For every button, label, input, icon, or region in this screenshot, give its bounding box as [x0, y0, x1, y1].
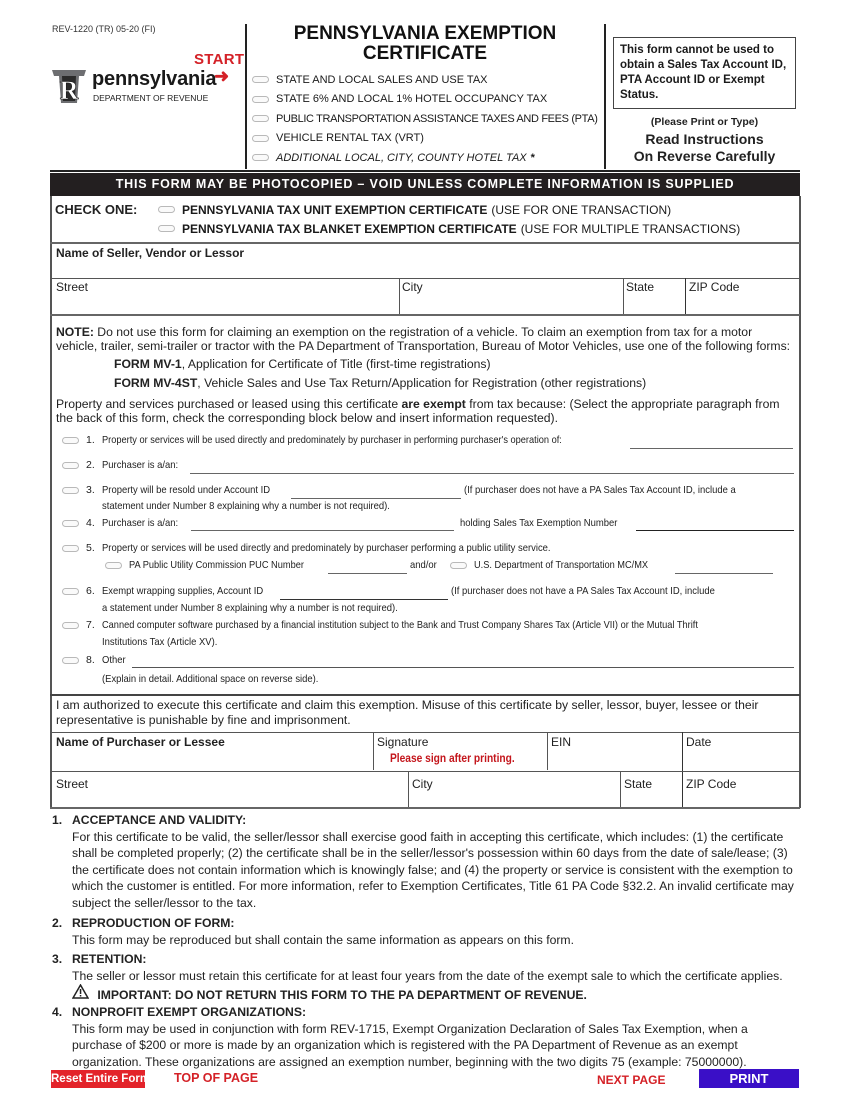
instruction-nonprofit [52, 1004, 797, 1070]
instruction-title: REPRODUCTION OF FORM: [72, 916, 235, 930]
instruction-title: RETENTION: [72, 952, 147, 966]
read-instructions-line-1: Read Instructions [645, 131, 764, 147]
dot-label: U.S. Department of Transportation MC/MX [474, 559, 649, 571]
checkbox[interactable] [62, 622, 79, 629]
svg-text:R: R [59, 76, 79, 105]
checkbox[interactable] [252, 115, 269, 122]
reason-8-other-input[interactable] [132, 657, 794, 668]
reason-1-operation-input[interactable] [630, 438, 793, 449]
reason-text: Exempt wrapping supplies, Account ID [102, 585, 264, 597]
reason-8[interactable] [62, 654, 128, 666]
option-note: (USE FOR ONE TRANSACTION) [491, 202, 672, 217]
header-divider-right [604, 24, 606, 169]
keystone-logo-icon [50, 68, 88, 106]
divider [623, 278, 624, 314]
instruction-number: 1. [52, 813, 63, 827]
reason-5[interactable] [62, 542, 600, 554]
next-page-link[interactable]: NEXT PAGE [597, 1073, 666, 1087]
form-desc: , Application for Certificate of Title (first-time registrations) [181, 357, 491, 371]
purchaser-city-label: City [412, 777, 433, 791]
frame-right [799, 196, 801, 808]
instruction-retention [52, 951, 797, 1004]
form-mv4st-ref [114, 376, 646, 390]
andor-label: and/or [410, 559, 437, 571]
reason-5-mcmx-input[interactable] [675, 563, 773, 574]
signature-label: Signature [377, 735, 429, 749]
reason-text: Purchaser is a/an: [102, 459, 179, 471]
print-button[interactable]: PRINT [699, 1069, 799, 1088]
instruction-body: This form may be used in conjunction with form REV-1715, Exempt Organization Declaration of Sales Tax Exemption, when a purchase of $200 or more is made by an organization which is registered with the PA Department of Revenue as an exempt organization. These organizations are assigned an exemption number, beginning with the two digits 75 (example: 75000000). [72, 1021, 748, 1069]
reason-3-note: (If purchaser does not have a PA Sales Tax Account ID, include a [464, 484, 736, 496]
asterisk: * [530, 151, 535, 164]
signature-note: Please sign after printing. [390, 751, 515, 765]
seller-city-input[interactable] [401, 295, 622, 313]
seller-name-input[interactable] [51, 260, 799, 277]
date-label: Date [686, 735, 712, 749]
purchaser-zip-label: ZIP Code [686, 777, 737, 791]
reason-6-note: (If purchaser does not have a PA Sales Tax Account ID, include [451, 585, 715, 597]
divider [408, 771, 409, 808]
instruction-body: This form may be reproduced but shall contain the same information as appears on this form. [72, 932, 574, 947]
form-id: REV-1220 (TR) 05-20 (FI) [52, 24, 156, 34]
instruction-body: The seller or lessor must retain this certificate for at least four years from the date of the exempt sale to which the certificate applies. [72, 968, 783, 983]
top-of-page-link[interactable]: TOP OF PAGE [174, 1071, 259, 1085]
reason-5-puc-number-input[interactable] [328, 563, 407, 574]
tax-type-pta[interactable]: PUBLIC TRANSPORTATION ASSISTANCE TAXES AND FEES (PTA) [252, 109, 598, 129]
purchaser-name-input[interactable] [51, 750, 371, 770]
reason-4-exemption-number-input[interactable] [636, 520, 794, 531]
seller-street-label: Street [56, 280, 89, 294]
instruction-acceptance [52, 812, 797, 911]
instruction-body: For this certificate to be valid, the seller/lessor shall exercise good faith in accepting this certificate, which includes: (1) the certificate shall be completed properly; (2) the certificate shall be in the seller/lessor's possession within 60 days from the date of sale/lease; (3) the certificate does not contain information which is knowingly false; and (4) the property or service is consistent with the exemption to which the customer is entitled. For more information, refer to Exemption Certificates, Title 61 PA Code §32.2. An invalid certificate may subject the seller/lessor to the tax. [72, 829, 794, 910]
instruction-heading [52, 1004, 797, 1021]
option-title: PENNSYLVANIA TAX UNIT EXEMPTION CERTIFICATE [182, 202, 488, 217]
reason-6-account-id-input[interactable] [280, 589, 448, 600]
reason-5-puc-option[interactable] [105, 559, 328, 571]
divider [682, 732, 683, 808]
checkbox[interactable] [252, 154, 269, 161]
vehicle-note [56, 325, 794, 353]
tax-type-vrt[interactable]: VEHICLE RENTAL TAX (VRT) [252, 129, 598, 149]
instruction-heading [52, 915, 797, 932]
reason-text: Purchaser is a/an: [102, 517, 179, 529]
seller-zip-label: ZIP Code [689, 280, 740, 294]
reason-text: Property or services will be used directly and predominately by purchaser in performing purchaser's operation of: [102, 434, 562, 446]
divider [620, 771, 621, 808]
ein-label: EIN [551, 735, 572, 749]
purchaser-street-label: Street [56, 777, 89, 791]
reason-text: Property or services will be used directly and predominately by purchaser performing a public utility service. [102, 542, 551, 554]
reason-2-purchaser-type-input[interactable] [190, 463, 794, 474]
exempt-reason-intro [56, 397, 794, 425]
intro-text: from tax because: (Select the appropriate paragraph from the back of this form, check the corresponding block below and insert information requested). [56, 397, 780, 425]
option-unit-certificate[interactable] [158, 200, 740, 219]
reason-4-mid-label: holding Sales Tax Exemption Number [460, 517, 618, 529]
reason-number: 1. [86, 434, 95, 446]
purchaser-city-input[interactable] [410, 791, 619, 807]
page-title [250, 24, 600, 64]
reason-6-note-line2: a statement under Number 8 explaining why a number is not required). [102, 602, 398, 614]
reason-number: 7. [86, 619, 95, 631]
read-instructions [608, 131, 801, 164]
tax-type-list [252, 70, 598, 168]
reason-text: Property will be resold under Account ID [102, 484, 271, 496]
checkbox[interactable] [105, 562, 122, 569]
option-blanket-certificate[interactable] [158, 219, 740, 238]
purchaser-street-input[interactable] [51, 791, 407, 807]
reason-1[interactable] [62, 434, 625, 446]
reason-3[interactable] [62, 484, 289, 496]
note-text: Do not use this form for claiming an exemption on the registration of a vehicle. To claim an exemption from tax for a motor vehicle, trailer, semi-trailer or tractor with the PA Department of Transportation, Bureau of Motor Vehicles, use one of the following forms: [56, 325, 791, 353]
banner-top-rule [50, 170, 800, 172]
checkbox[interactable] [62, 462, 79, 469]
seller-street-input[interactable] [51, 295, 398, 313]
logo-wordmark: pennsylvania [92, 68, 217, 90]
date-input[interactable] [684, 750, 797, 770]
rule [50, 278, 800, 279]
divider [685, 278, 686, 314]
checkbox[interactable] [252, 135, 269, 142]
reason-number: 2. [86, 459, 95, 471]
photocopy-banner: THIS FORM MAY BE PHOTOCOPIED – VOID UNLESS COMPLETE INFORMATION IS SUPPLIED [50, 173, 800, 196]
logo-department: DEPARTMENT OF REVENUE [93, 93, 209, 103]
start-label: START [194, 51, 245, 68]
reason-7-line2: Institutions Tax (Article XV). [102, 636, 218, 648]
reason-number: 6. [86, 585, 95, 597]
form-code: FORM MV-1 [114, 357, 182, 371]
important-warning [52, 984, 797, 1004]
form-desc: , Vehicle Sales and Use Tax Return/Application for Registration (other registrations) [197, 376, 647, 390]
instruction-number: 4. [52, 1005, 63, 1019]
reason-4[interactable] [62, 517, 187, 529]
instruction-heading [52, 812, 797, 829]
instruction-reproduction [52, 915, 797, 948]
checkbox[interactable] [158, 206, 175, 213]
note-lead: NOTE: [56, 325, 94, 339]
reason-5-dot-option[interactable] [450, 559, 672, 571]
checkbox[interactable] [450, 562, 467, 569]
title-line-2: CERTIFICATE [362, 43, 488, 64]
seller-name-label: Name of Seller, Vendor or Lessor [56, 246, 245, 260]
frame-left [50, 196, 52, 808]
checkbox[interactable] [62, 487, 79, 494]
intro-bold: are exempt [401, 397, 466, 411]
checkbox[interactable] [62, 657, 79, 664]
option-note: (USE FOR MULTIPLE TRANSACTIONS) [520, 221, 741, 236]
print-type-note: (Please Print or Type) [650, 116, 759, 128]
ein-input[interactable] [549, 750, 680, 770]
reason-6[interactable] [62, 585, 281, 597]
rule [50, 807, 800, 809]
reason-number: 3. [86, 484, 95, 496]
reset-form-button[interactable]: Reset Entire Form [51, 1070, 145, 1088]
instruction-title: NONPROFIT EXEMPT ORGANIZATIONS: [72, 1005, 307, 1019]
reason-2[interactable] [62, 459, 187, 471]
rule [50, 242, 800, 244]
reason-3-note-line2: statement under Number 8 explaining why a number is not required). [102, 500, 390, 512]
tax-type-local-hotel[interactable]: ADDITIONAL LOCAL, CITY, COUNTY HOTEL TAX * [252, 148, 598, 168]
puc-label: PA Public Utility Commission PUC Number [129, 559, 304, 571]
reason-number: 5. [86, 542, 95, 554]
reason-text: Canned computer software purchased by a financial institution subject to the Bank and Trust Company Shares Tax (Article VII) or the Mutual Thrift [102, 619, 698, 631]
checkbox[interactable] [158, 225, 175, 232]
reason-7[interactable] [62, 619, 779, 631]
divider [373, 732, 374, 770]
reason-text: Other [102, 654, 126, 666]
seller-state-label: State [626, 280, 655, 294]
checkbox[interactable] [62, 545, 79, 552]
rule [50, 732, 800, 733]
seller-state-input[interactable] [625, 295, 683, 313]
purchaser-state-label: State [624, 777, 653, 791]
seller-zip-input[interactable] [687, 295, 797, 313]
tax-type-hotel-occupancy[interactable]: STATE 6% AND LOCAL 1% HOTEL OCCUPANCY TAX [252, 90, 598, 110]
purchaser-state-input[interactable] [622, 791, 680, 807]
instruction-title: ACCEPTANCE AND VALIDITY: [72, 813, 247, 827]
warning-icon [72, 984, 89, 999]
seller-city-label: City [402, 280, 423, 294]
rule [50, 314, 800, 316]
rule [50, 694, 800, 696]
checkbox[interactable] [62, 520, 79, 527]
instruction-number: 2. [52, 916, 63, 930]
checkbox[interactable] [62, 437, 79, 444]
reason-number: 8. [86, 654, 95, 666]
divider [547, 732, 548, 770]
instruction-heading [52, 951, 797, 968]
instruction-number: 3. [52, 952, 63, 966]
reason-3-account-id-input[interactable] [291, 488, 461, 499]
notice-box: This form cannot be used to obtain a Sales Tax Account ID, PTA Account ID or Exempt Status. [613, 37, 796, 109]
purchaser-name-label: Name of Purchaser or Lessee [56, 735, 225, 749]
form-code: FORM MV-4ST [114, 376, 198, 390]
certificate-type-options [158, 200, 740, 238]
reason-8-explain: (Explain in detail. Additional space on reverse side). [102, 673, 319, 685]
option-title: PENNSYLVANIA TAX BLANKET EXEMPTION CERTIFICATE [182, 221, 517, 236]
purchaser-zip-input[interactable] [684, 791, 797, 807]
read-instructions-line-2: On Reverse Carefully [633, 147, 776, 164]
tax-type-sales-use[interactable]: STATE AND LOCAL SALES AND USE TAX [252, 70, 598, 90]
reason-number: 4. [86, 517, 95, 529]
check-one-label: CHECK ONE: [55, 202, 138, 217]
rule [50, 771, 800, 772]
checkbox[interactable] [252, 96, 269, 103]
divider [399, 278, 400, 314]
header-divider-left [245, 24, 247, 169]
checkbox[interactable] [62, 588, 79, 595]
title-line-1: PENNSYLVANIA EXEMPTION [293, 23, 557, 44]
form-mv1-ref [114, 357, 491, 371]
authorization-statement: I am authorized to execute this certificate and claim this exemption. Misuse of this certificate by seller, lessor, buyer, lessee or their representative is punishable by fine and imprisonment. [56, 698, 759, 727]
important-text: IMPORTANT: DO NOT RETURN THIS FORM TO THE PA DEPARTMENT OF REVENUE. [97, 988, 587, 1002]
intro-text: Property and services purchased or leased using this certificate [56, 397, 402, 411]
checkbox[interactable] [252, 76, 269, 83]
reason-4-purchaser-type-input[interactable] [191, 520, 454, 531]
arrow-right-icon: ➜ [214, 66, 230, 86]
